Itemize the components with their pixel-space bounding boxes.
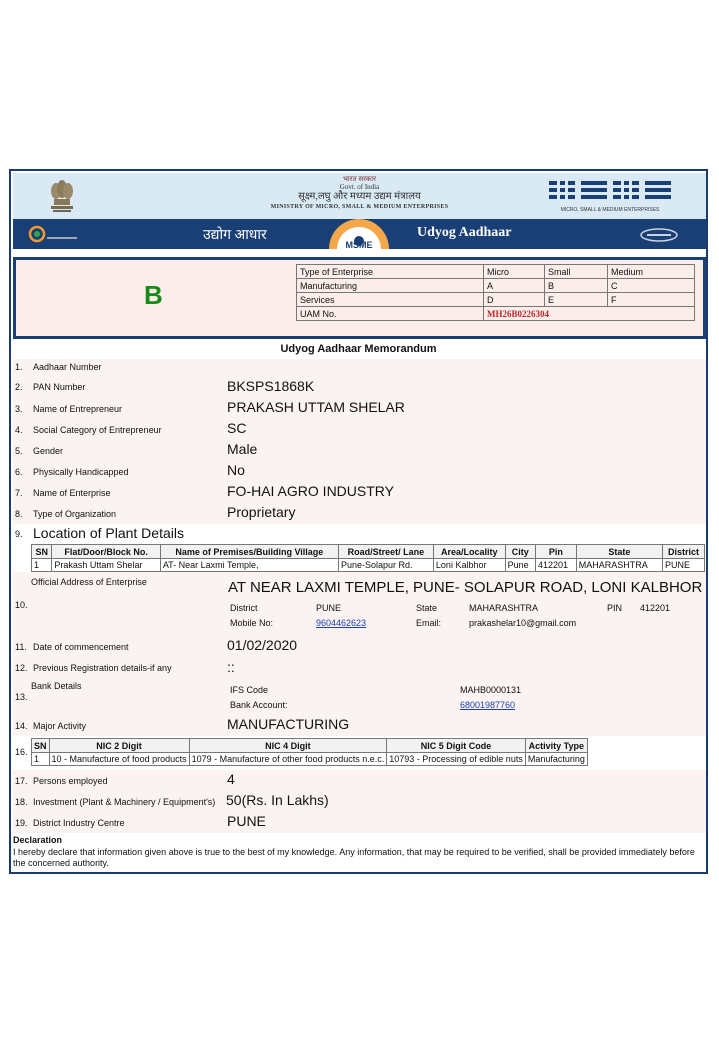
- mobile-link[interactable]: 9604462623: [316, 618, 367, 628]
- field-value: Male: [227, 441, 258, 457]
- column-header: Pin: [535, 545, 576, 559]
- msme-logo-subtitle: MICRO, SMALL & MEDIUM ENTERPRISES: [560, 207, 660, 213]
- table-cell: B: [545, 279, 608, 293]
- field-value: Proprietary: [227, 504, 296, 520]
- field-label: Physically Handicapped: [33, 467, 129, 477]
- official-address-section: [13, 572, 706, 636]
- column-header: NIC 2 Digit: [49, 739, 189, 753]
- table-cell: Manufacturing: [525, 753, 587, 766]
- field-row-previous-registration: [13, 657, 706, 678]
- ifs-value: MAHB0000131: [460, 685, 522, 695]
- table-cell: Pune: [505, 559, 535, 572]
- field-row-investment: [13, 791, 706, 812]
- field-label: Official Address of Enterprise: [31, 577, 147, 587]
- column-header: NIC 4 Digit: [189, 739, 387, 753]
- table-header-row: [32, 739, 588, 753]
- email-label: Email:: [416, 618, 442, 628]
- field-number: 16.: [15, 747, 28, 757]
- field-label: Persons employed: [33, 776, 108, 786]
- uam-number: MH26B0226304: [484, 307, 695, 321]
- field-value: 01/02/2020: [227, 637, 298, 653]
- field-row-major-activity: [13, 715, 706, 736]
- field-value: FO-HAI AGRO INDUSTRY: [227, 483, 394, 499]
- field-label: District Industry Centre: [33, 818, 125, 828]
- email-value: prakashelar10@gmail.com: [469, 618, 577, 628]
- field-label: Bank Details: [31, 681, 82, 691]
- enterprise-category-box: [13, 257, 706, 339]
- pin-value: 412201: [640, 603, 671, 613]
- column-header: Name of Premises/Building Village: [160, 545, 338, 559]
- hindi-ministry-text: सूक्ष्म,लघु और मध्यम उद्यम मंत्रालय: [298, 191, 421, 202]
- column-header: City: [505, 545, 535, 559]
- field-value: PRAKASH UTTAM SHELAR: [227, 399, 405, 415]
- field-number: 6.: [15, 467, 23, 477]
- table-header-row: [32, 545, 705, 559]
- table-row: [297, 279, 695, 293]
- declaration-title: Declaration: [13, 835, 63, 845]
- mobile-label: Mobile No:: [230, 618, 274, 628]
- uam-label: UAM No.: [297, 307, 484, 321]
- plant-location-section: [13, 524, 706, 572]
- column-header: State: [576, 545, 662, 559]
- table-cell: Services: [297, 293, 484, 307]
- table-cell: MAHARASHTRA: [576, 559, 662, 572]
- field-number: 12.: [15, 663, 28, 673]
- column-header: SN: [32, 545, 52, 559]
- field-number: 1.: [15, 362, 23, 372]
- field-label: Gender: [33, 446, 64, 456]
- table-cell: D: [484, 293, 545, 307]
- bank-details-section: [13, 678, 706, 715]
- digilocker-logo-icon: [631, 225, 687, 243]
- table-row: [297, 307, 695, 321]
- field-number: 11.: [15, 642, 27, 652]
- field-value: ::: [227, 659, 235, 675]
- nic-code-table: [31, 738, 588, 766]
- table-cell: 412201: [535, 559, 576, 572]
- field-value: No: [227, 462, 245, 478]
- table-cell: Manufacturing: [297, 279, 484, 293]
- ministry-header: [13, 173, 706, 219]
- column-header: Flat/Door/Block No.: [52, 545, 160, 559]
- field-number: 9.: [15, 529, 23, 539]
- field-value: SC: [227, 420, 247, 436]
- table-row: [32, 559, 705, 572]
- table-cell: 10793 - Processing of edible nuts: [387, 753, 526, 766]
- field-row-social-category: [13, 419, 706, 440]
- table-cell: C: [608, 279, 695, 293]
- state-label: State: [416, 603, 438, 613]
- column-header: NIC 5 Digit Code: [387, 739, 526, 753]
- ifs-label: IFS Code: [230, 685, 269, 695]
- bank-account-label: Bank Account:: [230, 700, 288, 710]
- district-label: District: [230, 603, 258, 613]
- table-cell: 1079 - Manufacture of other food products n.e.c.: [189, 753, 387, 766]
- field-number: 8.: [15, 509, 23, 519]
- field-row-district-industry-centre: [13, 812, 706, 833]
- field-value: 50(Rs. In Lakhs): [226, 792, 329, 808]
- table-row: [32, 753, 588, 766]
- field-row-persons-employed: [13, 770, 706, 791]
- plant-location-title: Location of Plant Details: [33, 525, 184, 541]
- msme-seal-icon: [319, 219, 399, 249]
- column-header: SN: [32, 739, 50, 753]
- field-label: Type of Organization: [33, 509, 117, 519]
- table-cell: 10 - Manufacture of food products: [49, 753, 189, 766]
- field-label: Major Activity: [33, 721, 87, 731]
- field-label: Date of commencement: [33, 642, 129, 652]
- table-cell: E: [545, 293, 608, 307]
- table-row: [297, 265, 695, 279]
- field-label: Previous Registration details-if any: [33, 663, 172, 673]
- table-cell: Pune-Solapur Rd.: [338, 559, 433, 572]
- declaration-text: I hereby declare that information given above is true to the best of my knowledge. Any information, that may be required to be verified, shall be provided immediately before the concerned authority.: [13, 847, 695, 868]
- official-address: AT NEAR LAXMI TEMPLE, PUNE- SOLAPUR ROAD, LONI KALBHOR: [228, 579, 703, 596]
- field-label: Name of Entrepreneur: [33, 404, 123, 414]
- column-header: District: [663, 545, 705, 559]
- field-label: Social Category of Entrepreneur: [33, 425, 162, 435]
- udyog-aadhaar-hindi-title: उद्योग आधार: [203, 228, 267, 243]
- udyog-aadhaar-certificate: [9, 169, 708, 874]
- field-number: 10.: [15, 600, 28, 610]
- field-number: 13.: [15, 692, 28, 702]
- field-number: 17.: [15, 776, 28, 786]
- field-value: PUNE: [227, 813, 266, 829]
- field-number: 2.: [15, 382, 23, 392]
- table-cell: Prakash Uttam Shelar: [52, 559, 160, 572]
- table-cell: 1: [32, 753, 50, 766]
- digital-india-logo-icon: [27, 223, 87, 245]
- table-cell: Small: [545, 265, 608, 279]
- field-row-pan: [13, 377, 706, 398]
- field-value: BKSPS1868K: [227, 378, 315, 394]
- field-number: 7.: [15, 488, 23, 498]
- field-value: 4: [227, 771, 235, 787]
- field-label: Investment (Plant & Machinery / Equipment's): [33, 797, 216, 807]
- column-header: Activity Type: [525, 739, 587, 753]
- field-number: 14.: [15, 721, 28, 731]
- udyog-aadhaar-banner: [13, 219, 706, 249]
- table-cell: Micro: [484, 265, 545, 279]
- state-value: MAHARASHTRA: [469, 603, 539, 613]
- column-header: Area/Locality: [433, 545, 505, 559]
- table-row: [297, 293, 695, 307]
- table-cell: Loni Kalbhor: [433, 559, 505, 572]
- field-label: Aadhaar Number: [33, 362, 102, 372]
- table-cell: AT- Near Laxmi Temple,: [160, 559, 338, 572]
- msme-logo: [547, 179, 673, 213]
- udyog-aadhaar-title: Udyog Aadhaar: [417, 225, 512, 240]
- plant-location-table: [31, 544, 705, 572]
- pin-label: PIN: [607, 603, 623, 613]
- ministry-name: MINISTRY OF MICRO, SMALL & MEDIUM ENTERPRISES: [270, 204, 449, 210]
- field-number: 19.: [15, 818, 28, 828]
- enterprise-type-table: [296, 264, 695, 321]
- table-cell: PUNE: [663, 559, 705, 572]
- field-number: 3.: [15, 404, 23, 414]
- table-cell: Medium: [608, 265, 695, 279]
- field-row-enterprise-name: [13, 482, 706, 503]
- memorandum-title: Udyog Aadhaar Memorandum: [280, 343, 437, 355]
- column-header: Road/Street/ Lane: [338, 545, 433, 559]
- hindi-govt-text: भारत सरकार: [343, 175, 376, 183]
- field-label: PAN Number: [33, 382, 86, 392]
- field-row-handicapped: [13, 461, 706, 482]
- enterprise-category-letter: B: [144, 280, 163, 310]
- nic-code-section: [13, 736, 706, 770]
- field-number: 4.: [15, 425, 23, 435]
- svg-text:MSME: MSME: [345, 240, 373, 249]
- field-row-entrepreneur: [13, 398, 706, 419]
- field-row-organization-type: [13, 503, 706, 524]
- district-value: PUNE: [316, 603, 342, 613]
- field-label: Name of Enterprise: [33, 488, 111, 498]
- field-value: MANUFACTURING: [227, 716, 350, 732]
- field-number: 18.: [15, 797, 28, 807]
- table-cell: A: [484, 279, 545, 293]
- table-cell: 1: [32, 559, 52, 572]
- govt-of-india-text: Govt. of India: [339, 183, 380, 191]
- field-row-commencement: [13, 636, 706, 657]
- table-cell: Type of Enterprise: [297, 265, 484, 279]
- bank-account-link[interactable]: 68001987760: [460, 700, 516, 710]
- table-cell: F: [608, 293, 695, 307]
- field-row-aadhaar: [13, 359, 706, 377]
- field-number: 5.: [15, 446, 23, 456]
- field-row-gender: [13, 440, 706, 461]
